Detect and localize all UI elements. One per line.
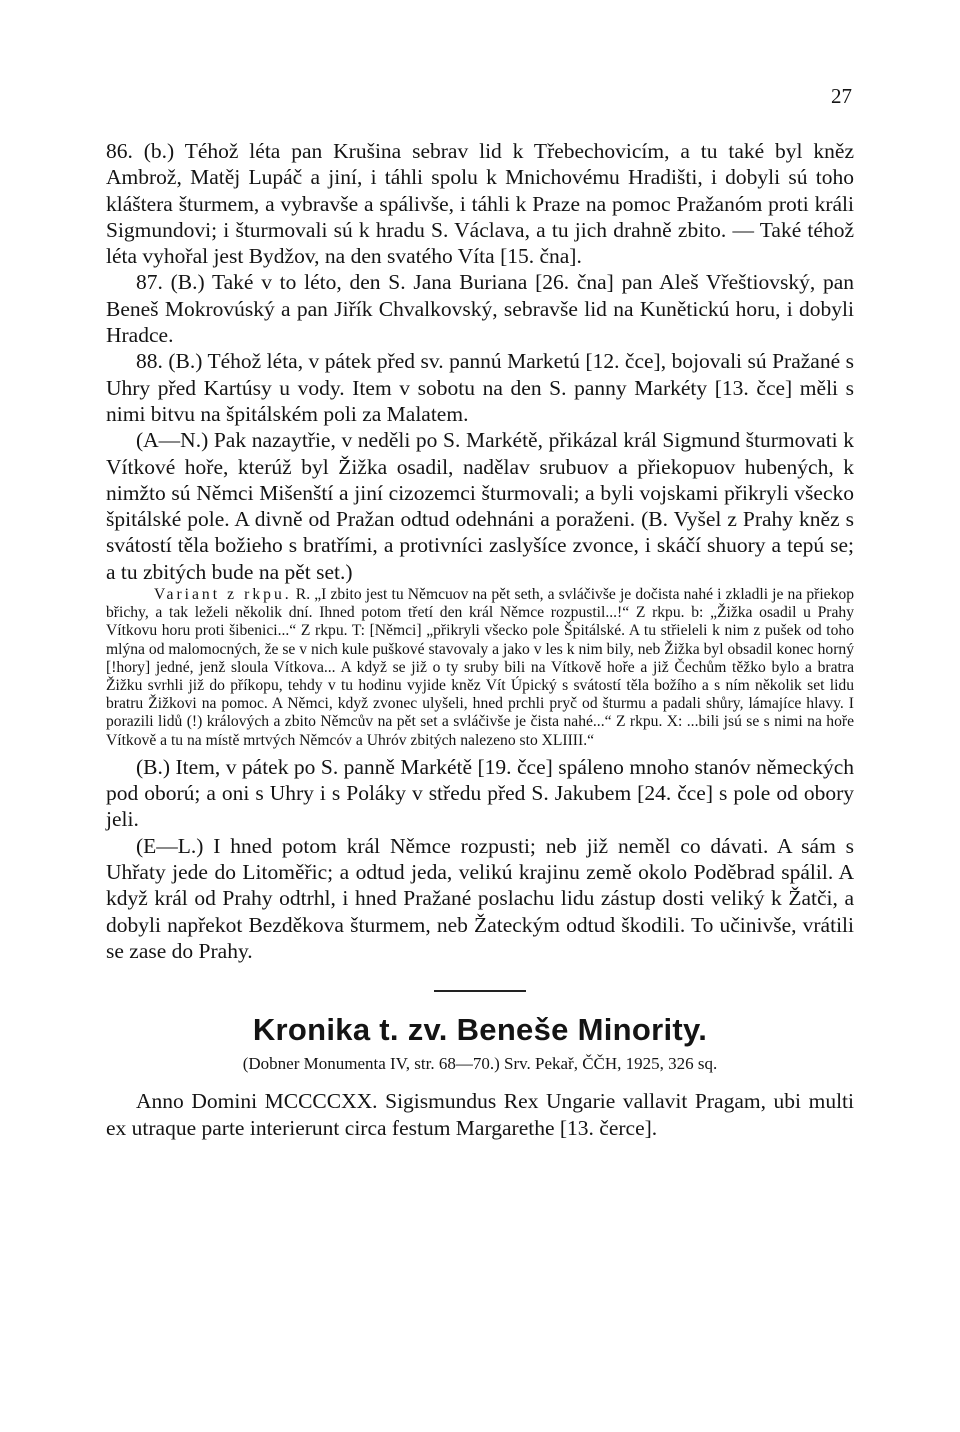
- paragraph-87: 87. (B.) Také v to léto, den S. Jana Buriana [26. čna] pan Aleš Vřeštiovský, pan Beneš Mokrovúský a pan Jiřík Chvalkovský, sebravše lid na Kunětickú horu, i dobyli Hradce.: [106, 270, 854, 348]
- footnote-label: Variant z rkpu.: [154, 586, 292, 604]
- section-title: Kronika t. zv. Beneše Minority.: [252, 1012, 708, 1048]
- page-content: [106, 138, 854, 1141]
- variant-footnote: [106, 586, 854, 750]
- paragraph-88: 88. (B.) Téhož léta, v pátek před sv. pannú Marketú [12. čce], bojovali sú Pražané s Uhry před Kartúsy u vody. Item v sobotu na den S. panny Markéty [13. čce] měli s nimi bitvu na špitálském poli za Malatem.: [106, 349, 854, 426]
- paragraph-e-l: (E—L.) I hned potom král Němce rozpusti; neb již neměl co dávati. A sám s Uhřaty jede do Litoměřic; a odtud jeda, velikú krajinu země okolo Poděbrad spálil. A když král od Prahy odtrhl, i hned Pražané poslachu lidu zástup dosti veliký k Žatči, a dobyli napřekot Bezděkova šturmem, neb Žateckým odtud škodili. To učinivše, vrátili se zase do Prahy.: [106, 833, 854, 963]
- latin-paragraph: Anno Domini MCCCCXX. Sigismundus Rex Ungarie vallavit Pragam, ubi multi ex utraque parte interierunt circa festum Margarethe [13. čercе].: [106, 1089, 854, 1140]
- section-source: (Dobner Monumenta IV, str. 68—70.) Srv. Pekař, ČČH, 1925, 326 sq.: [242, 1054, 718, 1074]
- section-divider: [434, 990, 526, 992]
- paragraph-86: 86. (b.) Téhož léta pan Krušina sebrav lid k Třebechovicím, a tu také byl kněz Ambrož, Matěj Lupáč a jiní, i táhli spolu k Mnichovému Hradišti, i dobyli sú toho kláštera šturmem, a vybravše a spálivše, i táhli k Praze na pomoc Pražanóm proti králi Sigmundovi; i šturmovali sú k hradu S. Václava, a tu jich drahně zbito. — Také téhož léta vyhořal jest Bydžov, na den svatého Víta [15. čna].: [106, 139, 854, 269]
- paragraph-b-item: (B.) Item, v pátek po S. panně Markétě [19. čce] spáleno mnoho stanóv německých pod oború; a oni s Uhry i s Poláky v středu před S. Jakubem [24. čce] s pole od obory jeli.: [106, 754, 854, 832]
- page-number: 27: [831, 84, 852, 108]
- footnote-text: R. „I zbito jest tu Němcuov na pět seth, a svláčivše je dočista nahé i zkladli je na přiekop břichy, a tak leželi několik dní. Ihned potom třetí den král Němce rozpustil...!“ Z rkpu. b: „Žižka osadil u Prahy Vítkovu horu proti šibenici...“ Z rkpu. T: [Němci] „přikryli všecko pole Špitálské. A tu střieleli k nim z pušek od toho mlýna od malomocných, že se v nich kule puškové stavovaly a jako v les k nim bily, neb Žižka byl obsadil konec horný [!hory] jedné, jenž sloula Vítkova... A když se již o ty sruby bili na Vítkově hoře a již Čechům těžko bylo a bratra Žižku svrhli již do příkopu, tehdy v tu hodinu vyjide kněz Vít Úpický s svátostí těla božího a s ním několik set lidu bratru Žižkovi na pomoc. A Němci, když zvonec ulyšeli, hned prchli pryč od šturmu a padali shůry, lámajíce hlavy. I porazili lidů (!) králových a zbito Němcův na pět set a svláčivše je čista nahé...“ Z rkpu. X: ...bili jsú se s nimi na hoře Vítkově a tu na místě mrtvých Němcóv a Uhróv zbitých nalezeno sto XLIIII.“: [106, 586, 854, 749]
- paragraph-a-n: (A—N.) Pak nazaytřie, v neděli po S. Markétě, přikázal král Sigmund šturmovati k Vítkové hoře, kterúž byl Žižka osadil, nadělav srubuov a přiekopuov hubených, k nimžto sú Němci Mišenští a jiní cizozemci šturmovali; a byli vojskami přikryli všecko špitálské pole. A divně od Pražan odtud odehnáni a poraženi. (B. Vyšel z Prahy kněz s svátostí těla božieho s bratřími, a protivníci zaslyšíce zvonce, i skáčí shuory a tepú se; a tu zbitých bude na pět set.): [106, 428, 854, 584]
